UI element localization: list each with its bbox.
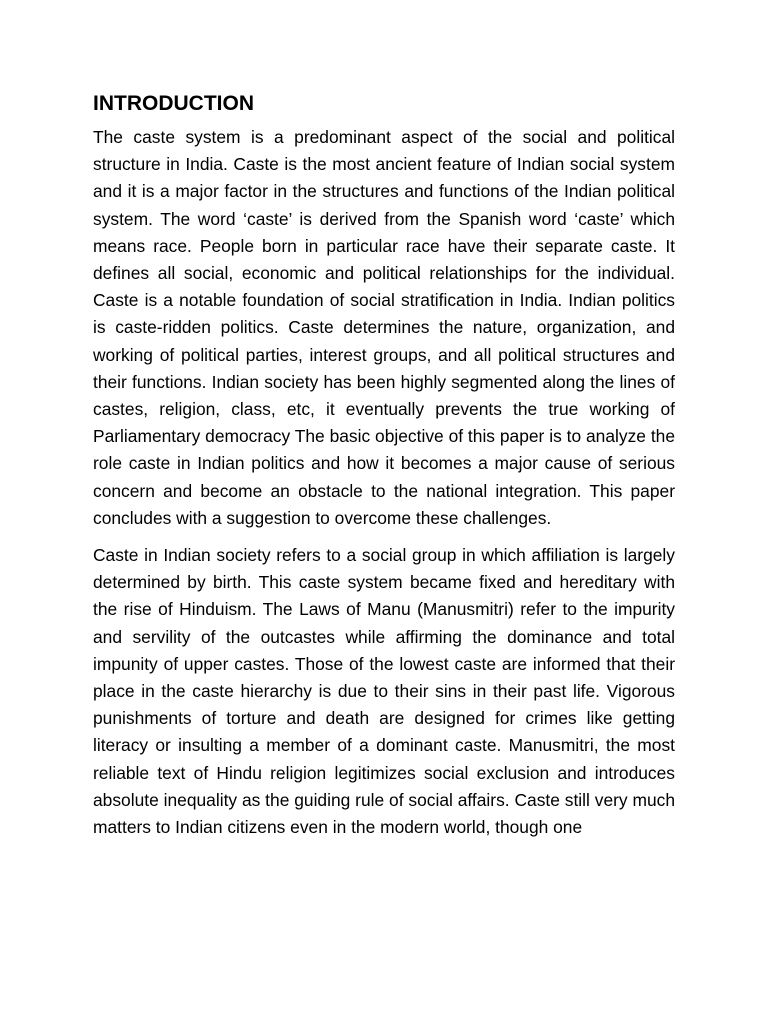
paragraph-1: The caste system is a predominant aspect of the social and political structure in India. Caste is the most ancient feature of Indian social system and it is a major factor in the structures and functions of the Indian political system. The word ‘caste’ is derived from the Spanish word ‘caste’ which means race. People born in particular race have their separate caste. It defines all social, economic and political relationships for the individual. Caste is a notable foundation of social stratification in India. Indian politics is caste-ridden politics. Caste determines the nature, organization, and working of political parties, interest groups, and all political structures and their functions. Indian society has been highly segmented along the lines of castes, religion, class, etc, it eventually prevents the true working of Parliamentary democracy The basic objective of this paper is to analyze the role caste in Indian politics and how it becomes a major cause of serious concern and become an obstacle to the national integration. This paper concludes with a suggestion to overcome these challenges. (93, 127, 675, 528)
paragraph-2: Caste in Indian society refers to a social group in which affiliation is largely determined by birth. This caste system became fixed and hereditary with the rise of Hinduism. The Laws of Manu (Manusmitri) refer to the impurity and servility of the outcastes while affirming the dominance and total impunity of upper castes. Those of the lowest caste are informed that their place in the caste hierarchy is due to their sins in their past life. Vigorous punishments of torture and death are designed for crimes like getting literacy or insulting a member of a dominant caste. Manusmitri, the most reliable text of Hindu religion legitimizes social exclusion and introduces absolute inequality as the guiding rule of social affairs. Caste still very much matters to Indian citizens even in the modern world, though one (93, 545, 675, 838)
document-page (93, 88, 675, 851)
section-heading: INTRODUCTION (93, 92, 254, 115)
